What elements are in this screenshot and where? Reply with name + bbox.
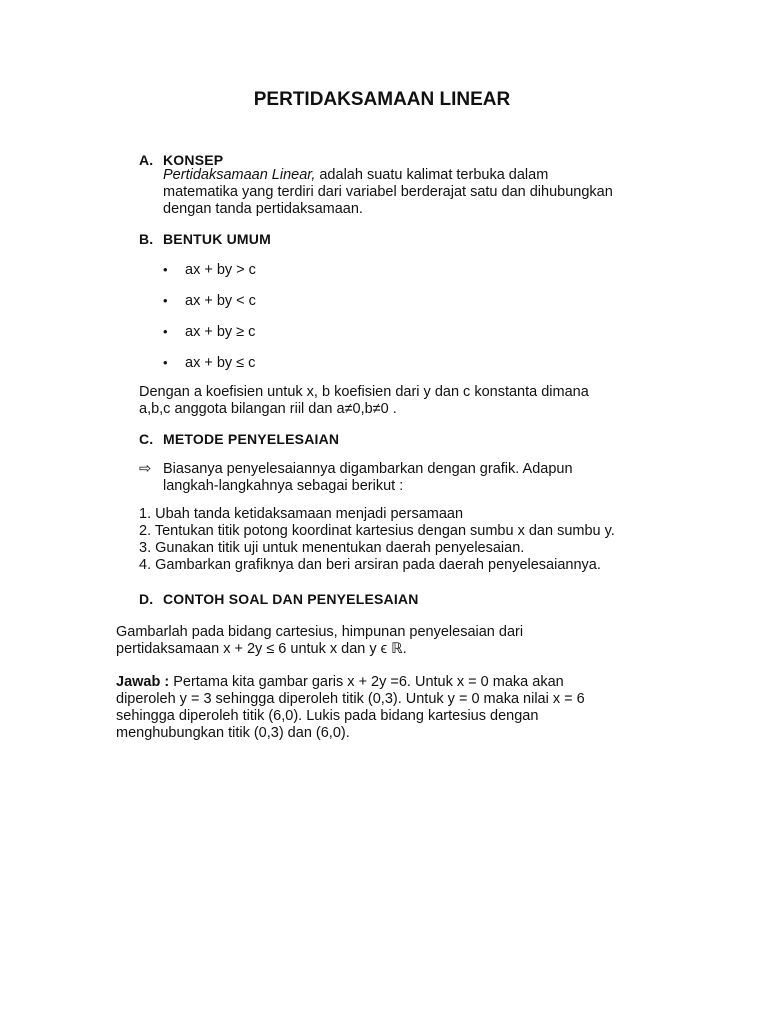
section-a-line-2: matematika yang terdiri dari variabel berderajat satu dan dihubungkan: [163, 184, 613, 200]
definition-text: adalah suatu kalimat terbuka dalam: [315, 167, 549, 183]
section-d-title: CONTOH SOAL DAN PENYELESAIAN: [163, 591, 419, 607]
bullet-icon: •: [163, 324, 168, 339]
form-item: [163, 292, 256, 310]
example-question: [116, 624, 676, 658]
section-a-letter: A.: [139, 152, 154, 168]
example-answer: [116, 674, 676, 742]
section-a-title: KONSEP: [163, 152, 224, 168]
step-item: 3. Gunakan titik uji untuk menentukan daerah penyelesaian.: [139, 540, 525, 556]
form-text: ax + by ≥ c: [185, 324, 256, 340]
section-b-note: [139, 384, 699, 418]
answer-line-2: diperoleh y = 3 sehingga diperoleh titik (0,3). Untuk y = 0 maka nilai x = 6: [116, 691, 585, 707]
page-title: PERTIDAKSAMAAN LINEAR: [253, 89, 511, 110]
steps-list: [139, 506, 719, 574]
section-b-heading: [139, 231, 271, 248]
section-b-title: BENTUK UMUM: [163, 231, 271, 247]
section-b-note-line-1: Dengan a koefisien untuk x, b koefisien dari y dan c konstanta dimana: [139, 384, 589, 400]
section-d-letter: D.: [139, 591, 154, 607]
bullet-icon: •: [163, 355, 168, 370]
answer-line-1: [116, 674, 676, 691]
step-item: 4. Gambarkan grafiknya dan beri arsiran pada daerah penyelesaiannya.: [139, 557, 601, 573]
section-d-heading: [139, 591, 419, 608]
bullet-icon: •: [163, 293, 168, 308]
form-text: ax + by < c: [185, 293, 256, 309]
section-b-letter: B.: [139, 231, 154, 247]
answer-text: Pertama kita gambar garis x + 2y =6. Untuk x = 0 maka akan: [169, 674, 564, 690]
step-item: 1. Ubah tanda ketidaksamaan menjadi persamaan: [139, 506, 464, 522]
form-item: [163, 323, 255, 341]
section-c-intro-line-2: langkah-langkahnya sebagai berikut :: [163, 478, 404, 494]
section-a-body: [163, 167, 683, 218]
answer-line-4: menghubungkan titik (0,3) dan (6,0).: [116, 725, 350, 741]
form-item: [163, 354, 255, 372]
section-c-intro: [139, 461, 699, 495]
section-b-note-line-2: a,b,c anggota bilangan riil dan a≠0,b≠0 .: [139, 401, 397, 417]
definition-term: Pertidaksamaan Linear,: [163, 167, 316, 183]
form-text: ax + by > c: [185, 262, 256, 278]
section-c-intro-line-1: [139, 461, 699, 478]
arrow-right-icon: ⇨: [139, 461, 152, 477]
intro-text: Biasanya penyelesaiannya digambarkan dengan grafik. Adapun: [163, 461, 573, 477]
form-item: [163, 261, 256, 279]
form-text: ax + by ≤ c: [185, 355, 256, 371]
bullet-icon: •: [163, 262, 168, 277]
question-line-1: Gambarlah pada bidang cartesius, himpunan penyelesaian dari: [116, 624, 524, 640]
section-a-line-3: dengan tanda pertidaksamaan.: [163, 201, 363, 217]
question-line-2: pertidaksamaan x + 2y ≤ 6 untuk x dan y ϵ ℝ.: [116, 641, 407, 657]
section-a-line-1: [163, 167, 683, 184]
answer-label: Jawab :: [116, 674, 170, 690]
step-item: 2. Tentukan titik potong koordinat kartesius dengan sumbu x dan sumbu y.: [139, 523, 615, 539]
section-c-title: METODE PENYELESAIAN: [163, 431, 340, 447]
answer-line-3: sehingga diperoleh titik (6,0). Lukis pada bidang kartesius dengan: [116, 708, 539, 724]
section-c-heading: [139, 431, 339, 448]
section-c-letter: C.: [139, 431, 154, 447]
